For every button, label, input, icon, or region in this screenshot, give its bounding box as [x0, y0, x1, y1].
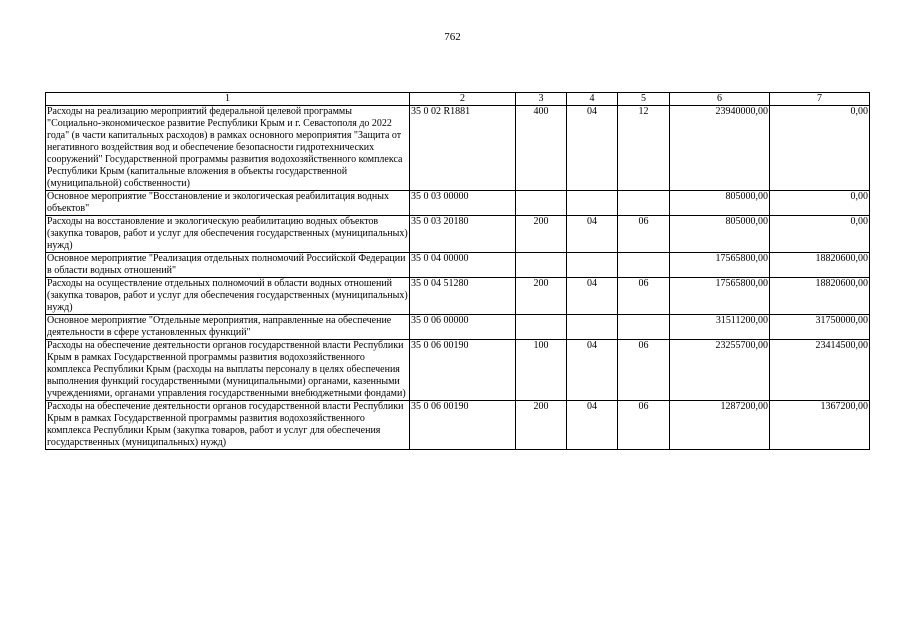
row-description: Основное мероприятие "Восстановление и экологическая реабилитация водных объектов"	[46, 191, 410, 216]
header-row	[46, 93, 870, 106]
row-section: 04	[567, 401, 618, 450]
row-amount-col7: 1367200,00	[770, 401, 870, 450]
row-section: 04	[567, 216, 618, 253]
row-amount-col7: 0,00	[770, 216, 870, 253]
col-header-6: 6	[670, 93, 770, 106]
row-amount-col6: 31511200,00	[670, 315, 770, 340]
row-amount-col7: 0,00	[770, 191, 870, 216]
row-amount-col6: 23255700,00	[670, 340, 770, 401]
table-row	[46, 216, 870, 253]
col-header-7: 7	[770, 93, 870, 106]
row-description: Расходы на обеспечение деятельности органов государственной власти Республики Крым в рамках Государственной программы развития водохозяйственного комплекса Республики Крым (закупка товаров, работ и услуг для обеспечения государственных (муниципальных) нужд)	[46, 401, 410, 450]
row-section: 04	[567, 278, 618, 315]
row-section	[567, 315, 618, 340]
row-description: Расходы на восстановление и экологическую реабилитацию водных объектов (закупка товаров, работ и услуг для обеспечения государственных (муниципальных) нужд)	[47, 216, 408, 251]
budget-table	[45, 92, 870, 450]
row-amount-col6: 805000,00	[670, 191, 770, 216]
row-amount-col6: 23940000,00	[670, 106, 770, 191]
page-number: 762	[444, 31, 461, 43]
table-row	[46, 106, 870, 191]
row-amount-col6: 17565800,00	[670, 278, 770, 315]
row-expense-type	[516, 253, 567, 278]
table-row	[46, 401, 870, 450]
table-row	[46, 253, 870, 278]
row-subsection	[618, 315, 670, 340]
table-row	[46, 315, 870, 340]
row-subsection: 12	[618, 106, 670, 191]
row-subsection: 06	[618, 278, 670, 315]
row-section	[567, 191, 618, 216]
row-subsection	[618, 253, 670, 278]
row-target-code: 35 0 06 00190	[410, 340, 516, 401]
row-target-code: 35 0 06 00000	[410, 315, 516, 340]
row-subsection: 06	[618, 340, 670, 401]
col-header-2: 2	[410, 93, 516, 106]
row-target-code: 35 0 03 00000	[410, 191, 516, 216]
row-subsection: 06	[618, 216, 670, 253]
row-subsection	[618, 191, 670, 216]
row-description: Расходы на реализацию мероприятий федеральной целевой программы "Социально-экономическое развитие Республики Крым и г. Севастополя до 2022 года" (в части капитальных расходов) в рамках основного мероприятия "Защита от негативного воздействия вод и обеспечение безопасности гидротехнических сооружений" Государственной программы развития водохозяйственного комплекса Республики Крым (капитальные вложения в объекты государственной (муниципальной) собственности)	[46, 106, 410, 191]
col-header-3: 3	[516, 93, 567, 106]
row-section: 04	[567, 106, 618, 191]
row-amount-col7: 0,00	[770, 106, 870, 191]
col-header-4: 4	[567, 93, 618, 106]
row-subsection: 06	[618, 401, 670, 450]
col-header-5: 5	[618, 93, 670, 106]
table-row	[46, 278, 870, 315]
row-amount-col7: 18820600,00	[770, 253, 870, 278]
row-expense-type: 100	[516, 340, 567, 401]
row-description: Расходы на осуществление отдельных полномочий в области водных отношений (закупка товаров, работ и услуг для обеспечения государственных (муниципальных) нужд)	[47, 278, 408, 313]
row-description: Основное мероприятие "Отдельные мероприятия, направленные на обеспечение деятельности в сфере установленных функций"	[46, 315, 410, 340]
row-amount-col7: 31750000,00	[770, 315, 870, 340]
row-target-code: 35 0 02 R1881	[410, 106, 516, 191]
col-header-1: 1	[46, 93, 410, 106]
row-section: 04	[567, 340, 618, 401]
row-amount-col7: 18820600,00	[770, 278, 870, 315]
row-expense-type	[516, 191, 567, 216]
row-expense-type: 400	[516, 106, 567, 191]
row-target-code: 35 0 06 00190	[410, 401, 516, 450]
table-row	[46, 191, 870, 216]
row-expense-type	[516, 315, 567, 340]
row-amount-col7: 23414500,00	[770, 340, 870, 401]
row-description: Основное мероприятие "Реализация отдельных полномочий Российской Федерации в области водных отношений"	[46, 253, 410, 278]
row-target-code: 35 0 03 20180	[410, 216, 516, 253]
row-target-code: 35 0 04 00000	[410, 253, 516, 278]
row-expense-type: 200	[516, 216, 567, 253]
table-row	[46, 340, 870, 401]
row-section	[567, 253, 618, 278]
row-target-code: 35 0 04 51280	[410, 278, 516, 315]
row-description: Расходы на обеспечение деятельности органов государственной власти Республики Крым в рамках Государственной программы развития водохозяйственного комплекса Республики Крым (расходы на выплаты персоналу в целях обеспечения выполнения функций государственными (муниципальными) органами, казенными учреждениями, органами управления государственными внебюджетными фондами)	[46, 340, 410, 401]
row-expense-type: 200	[516, 278, 567, 315]
row-amount-col6: 1287200,00	[670, 401, 770, 450]
row-expense-type: 200	[516, 401, 567, 450]
row-amount-col6: 17565800,00	[670, 253, 770, 278]
row-amount-col6: 805000,00	[670, 216, 770, 253]
